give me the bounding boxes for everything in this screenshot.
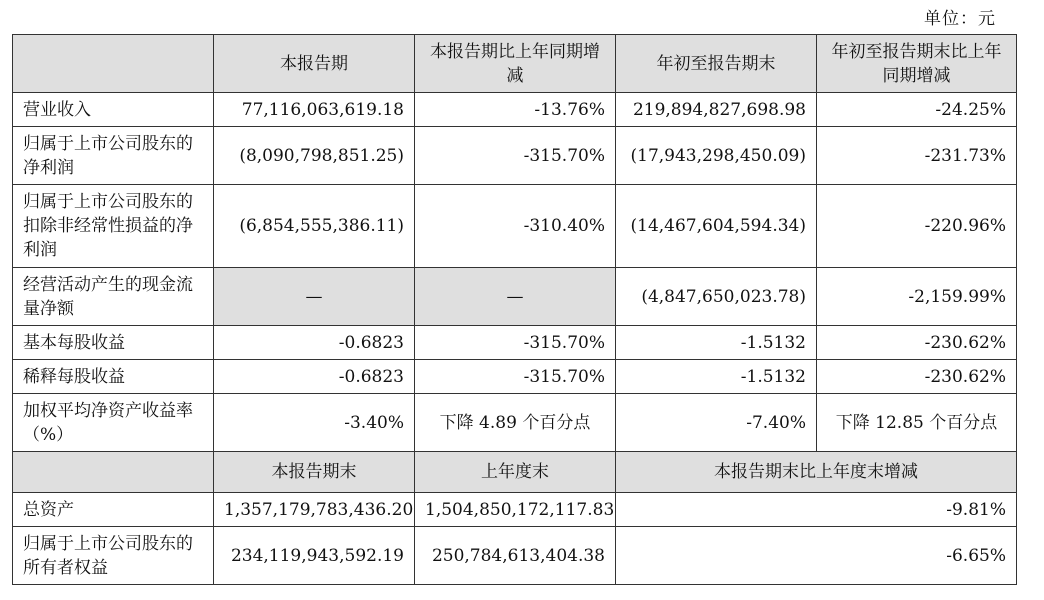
table-row [13,268,1017,326]
cell-value: -310.40% [415,185,616,268]
table-row [13,493,1017,527]
cell-value: -231.73% [817,127,1017,185]
cell-value: -9.81% [616,493,1017,527]
cell-value: -230.62% [817,360,1017,394]
row-label: 基本每股收益 [13,326,214,360]
cell-value: 1,357,179,783,436.20 [214,493,415,527]
row-label: 归属于上市公司股东的扣除非经常性损益的净利润 [13,185,214,268]
financial-summary-table [12,34,1017,585]
cell-value: 1,504,850,172,117.83 [415,493,616,527]
header-prior-year-end: 上年度末 [415,452,616,493]
cell-value: -230.62% [817,326,1017,360]
table-row [13,93,1017,127]
header-corner [13,35,214,93]
cell-value: (14,467,604,594.34) [616,185,817,268]
header-row-2 [13,452,1017,493]
unit-label: 单位：元 [924,9,996,29]
cell-value: -315.70% [415,326,616,360]
row-label: 归属于上市公司股东的净利润 [13,127,214,185]
header-period-end: 本报告期末 [214,452,415,493]
cell-value: -1.5132 [616,360,817,394]
row-label: 稀释每股收益 [13,360,214,394]
cell-value: -7.40% [616,394,817,452]
cell-value: -1.5132 [616,326,817,360]
cell-value: (6,854,555,386.11) [214,185,415,268]
header-current-period-yoy: 本报告期比上年同期增减 [415,35,616,93]
cell-value: (8,090,798,851.25) [214,127,415,185]
cell-value: -315.70% [415,360,616,394]
row-label: 总资产 [13,493,214,527]
table-row [13,527,1017,585]
header-row [13,35,1017,93]
cell-value: -6.65% [616,527,1017,585]
table-row [13,394,1017,452]
cell-value: -0.6823 [214,326,415,360]
cell-value: -315.70% [415,127,616,185]
header-current-period: 本报告期 [214,35,415,93]
cell-value: -220.96% [817,185,1017,268]
cell-value: (17,943,298,450.09) [616,127,817,185]
cell-value-na: — [415,268,616,326]
cell-value: 下降 12.85 个百分点 [817,394,1017,452]
cell-value: -0.6823 [214,360,415,394]
row-label: 加权平均净资产收益率（%） [13,394,214,452]
cell-value-na: — [214,268,415,326]
header-corner-2 [13,452,214,493]
header-ytd: 年初至报告期末 [616,35,817,93]
cell-value: -3.40% [214,394,415,452]
cell-value: 219,894,827,698.98 [616,93,817,127]
cell-value: 下降 4.89 个百分点 [415,394,616,452]
table-row [13,360,1017,394]
cell-value: 250,784,613,404.38 [415,527,616,585]
cell-value: 77,116,063,619.18 [214,93,415,127]
cell-value: -24.25% [817,93,1017,127]
table-row [13,127,1017,185]
table-row [13,326,1017,360]
header-period-end-change: 本报告期末比上年度末增减 [616,452,1017,493]
cell-value: -13.76% [415,93,616,127]
cell-value: (4,847,650,023.78) [616,268,817,326]
cell-value: 234,119,943,592.19 [214,527,415,585]
table-row [13,185,1017,268]
row-label: 归属于上市公司股东的所有者权益 [13,527,214,585]
row-label: 营业收入 [13,93,214,127]
cell-value: -2,159.99% [817,268,1017,326]
row-label: 经营活动产生的现金流量净额 [13,268,214,326]
header-ytd-yoy: 年初至报告期末比上年同期增减 [817,35,1017,93]
